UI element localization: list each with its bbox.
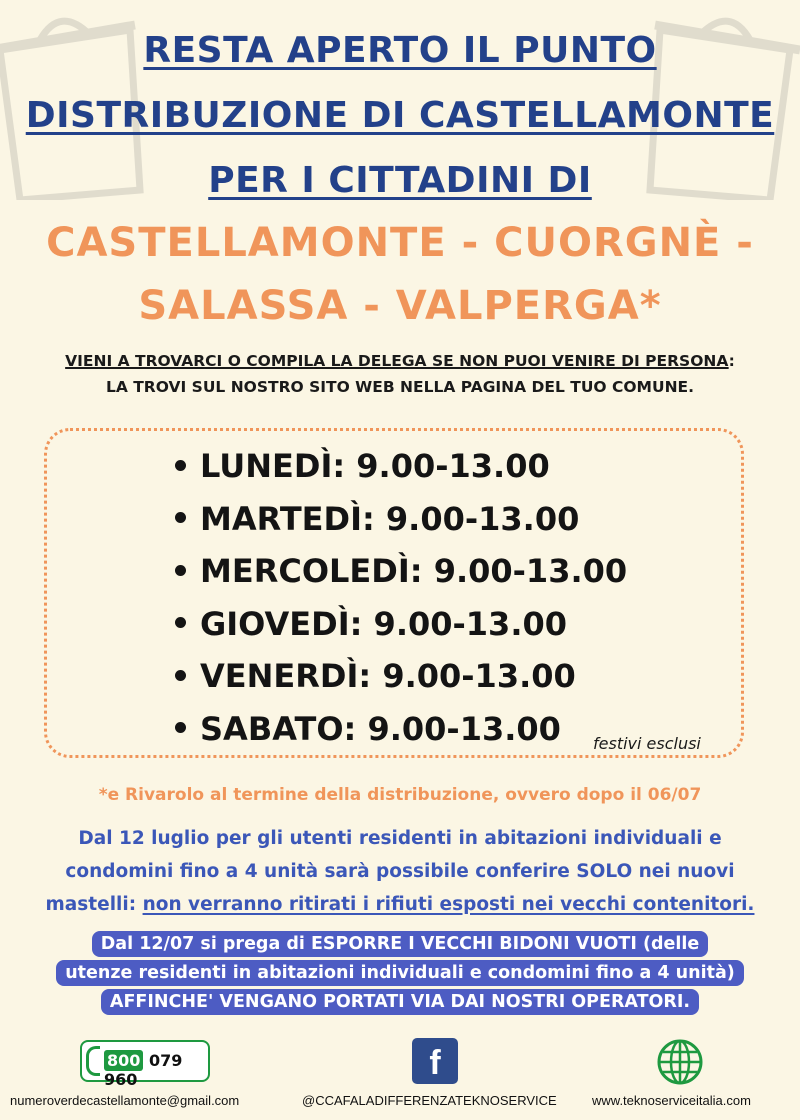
highlight-line-1: Dal 12/07 si prega di ESPORRE I VECCHI BIDONI VUOTI (delle	[92, 931, 708, 957]
bullet-icon	[175, 722, 186, 733]
hours-item-giovedi	[175, 598, 627, 651]
bullet-icon	[175, 460, 186, 471]
intro-line-1	[0, 352, 800, 370]
bullet-icon	[175, 670, 186, 681]
title-line-1: RESTA APERTO IL PUNTO	[143, 30, 657, 71]
paragraph-line-2: condomini fino a 4 unità sarà possibile conferire SOLO nei nuovi	[65, 861, 735, 882]
title-line-2: DISTRIBUZIONE DI CASTELLAMONTE	[25, 95, 775, 136]
email-address[interactable]: numeroverdecastellamonte@gmail.com	[10, 1093, 240, 1108]
paragraph-line-3-start: mastelli:	[45, 894, 143, 915]
hours-item-sabato	[175, 703, 627, 756]
bullet-icon	[175, 617, 186, 628]
hours-item-lunedi	[175, 440, 627, 493]
day-label: GIOVEDÌ:	[200, 604, 363, 643]
day-label: MARTEDÌ:	[200, 499, 375, 538]
facebook-handle[interactable]: @CCAFALADIFFERENZATEKNOSERVICE	[302, 1093, 557, 1108]
facebook-icon[interactable]: f	[412, 1038, 458, 1084]
day-label: LUNEDÌ:	[200, 447, 346, 485]
highlight-line-2: utenze residenti in abitazioni individuali e condomini fino a 4 unità)	[56, 960, 744, 986]
hours-item-martedi	[175, 493, 627, 546]
phone-icon	[86, 1046, 100, 1076]
toll-free-prefix: 800	[104, 1050, 143, 1071]
intro-underlined-text: VIENI A TROVARCI O COMPILA LA DELEGA SE NON PUOI VENIRE DI PERSONA	[65, 352, 729, 370]
toll-free-number-badge	[80, 1040, 210, 1089]
hours-item-venerdi	[175, 650, 627, 703]
toll-free-number	[104, 1051, 208, 1089]
website-url[interactable]: www.teknoserviceitalia.com	[592, 1093, 751, 1108]
day-label: SABATO:	[200, 709, 357, 748]
time-label: 9.00-13.00	[373, 604, 567, 643]
time-label: 9.00-13.00	[433, 552, 628, 590]
time-label: 9.00-13.00	[367, 709, 561, 748]
time-label: 9.00-13.00	[382, 657, 576, 695]
day-label: MERCOLEDÌ:	[200, 552, 423, 590]
time-label: 9.00-13.00	[356, 447, 550, 485]
new-bins-paragraph	[30, 822, 770, 921]
bullet-icon	[175, 565, 186, 576]
paragraph-line-3	[30, 888, 770, 921]
highlight-line-3: AFFINCHE' VENGANO PORTATI VIA DAI NOSTRI OPERATORI.	[101, 989, 699, 1015]
paragraph-underlined-warning: non verranno ritirati i rifiuti esposti nei vecchi contenitori.	[142, 894, 755, 915]
hours-item-mercoledi	[175, 545, 627, 598]
globe-icon[interactable]	[656, 1038, 704, 1086]
rivarolo-note: *e Rivarolo al termine della distribuzione, ovvero dopo il 06/07	[98, 785, 702, 805]
day-label: VENERDÌ:	[200, 657, 372, 695]
title-line-3: PER I CITTADINI DI	[208, 160, 592, 201]
intro-line-2: LA TROVI SUL NOSTRO SITO WEB NELLA PAGINA DEL TUO COMUNE.	[105, 378, 695, 396]
time-label: 9.00-13.00	[385, 499, 580, 538]
bullet-icon	[175, 512, 186, 523]
intro-colon: :	[728, 352, 735, 370]
holidays-excluded-note: festivi esclusi	[593, 734, 701, 753]
towns-line-2: SALASSA - VALPERGA*	[138, 283, 662, 329]
paragraph-line-1: Dal 12 luglio per gli utenti residenti in abitazioni individuali e	[78, 828, 722, 849]
toll-free-digits: 079 960	[104, 1051, 183, 1089]
towns-line-1: CASTELLAMONTE - CUORGNÈ -	[46, 220, 754, 266]
opening-hours-list	[175, 440, 627, 755]
old-bins-highlight	[0, 930, 800, 1017]
